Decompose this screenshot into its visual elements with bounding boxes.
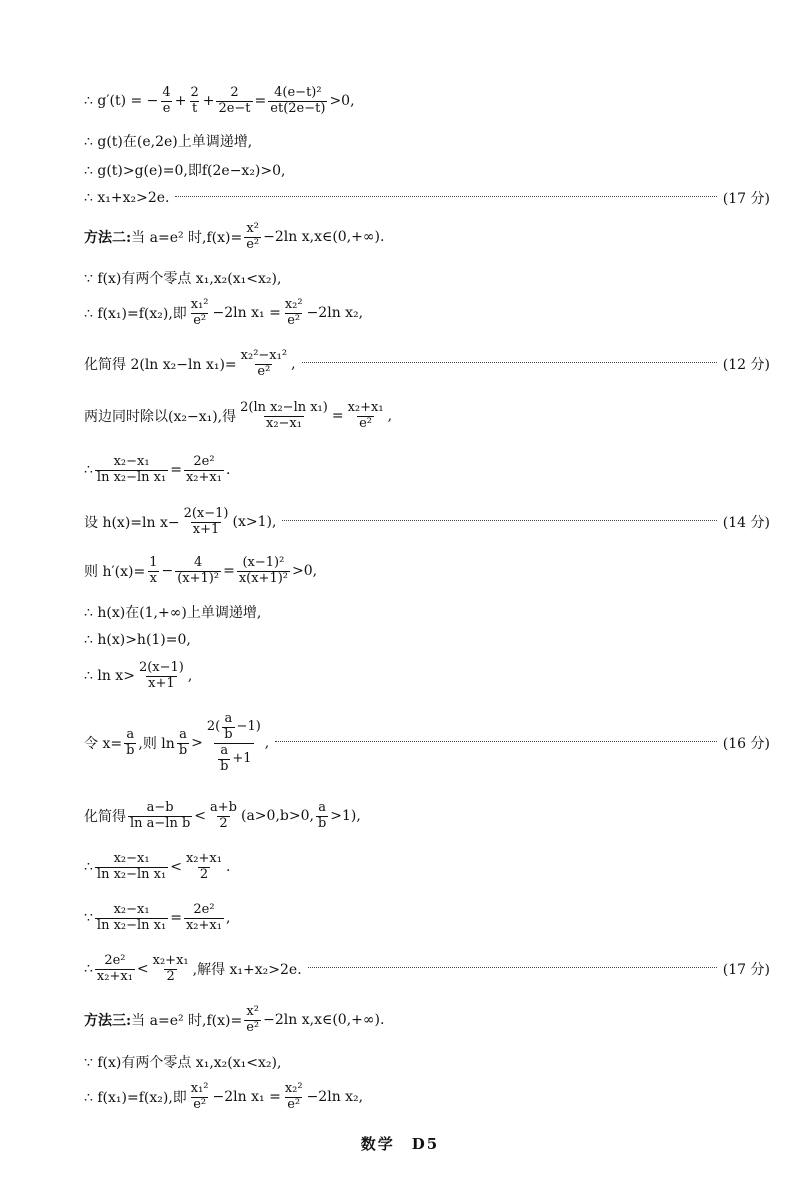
proof-line: 化简得 2(ln x₂−ln x₁)= $\frac{\text{x₂²−x₁²}}{\text{e²}}$ , (12 分) (84, 348, 770, 379)
proof-line: 令 x= $\frac{a}{b}$ ,则 ln $\frac{a}{b}$ > 2( $\frac{a}{b}$ −1) $\frac{a}{b}$ +1 , (16 分) (84, 711, 770, 774)
proof-line: ∴ $\frac{\text{x₂−x₁}}{\text{ln x₂−ln x₁}}$ < $\frac{\text{x₂+x₁}}{2}$ . (84, 851, 231, 882)
proof-line: ∴ $\frac{\text{2e²}}{\text{x₂+x₁}}$ < $\frac{\text{x₂+x₁}}{2}$ ,解得 x₁+x₂>2e. (17 分) (84, 953, 770, 984)
proof-line: ∴ h(x)>h(1)=0, (84, 632, 191, 648)
proof-line: ∴ h(x)在(1,+∞)上单调递增, (84, 605, 262, 621)
score-label: (14 分) (722, 515, 770, 532)
proof-line: ∵ f(x)有两个零点 x₁,x₂(x₁<x₂), (84, 1055, 282, 1071)
proof-line: 化简得 $\frac{a-b}{\text{ln a−ln b}}$ < $\frac{a+b}{2}$ (a>0,b>0, $\frac{a}{b}$ >1), (84, 800, 361, 831)
proof-line: ∴ x₁+x₂>2e. (17 分) (84, 190, 770, 207)
proof-line: ∴ g′(t) = − $\frac{4}{e}$ + $\frac{2}{t}$ + $\frac{2}{2e-t}$ = $\frac{\text{4(e−t)²}}{et(2e-t)}$ >0, (84, 85, 355, 116)
proof-line: 两边同时除以(x₂−x₁),得 $\frac{\text{2(ln x₂−ln x₁)}}{\text{x₂−x₁}}$ = $\frac{\text{x₂+x₁}}{\text{e²}}$ , (84, 400, 393, 431)
dot-leader (282, 520, 716, 521)
proof-line: ∴ g(t)在(e,2e)上单调递增, (84, 134, 253, 150)
method-label: 方法二: (84, 230, 132, 247)
dot-leader (275, 741, 717, 742)
proof-line: ∴ g(t)>g(e)=0,即f(2e−x₂)>0, (84, 163, 286, 179)
dot-leader (175, 196, 716, 197)
method-heading-line: 方法二: 当 a=e² 时,f(x)= $\frac{\text{x²}}{\text{e²}}$ −2ln x,x∈(0,+∞). (84, 221, 385, 252)
nested-fraction: 2( $\frac{a}{b}$ −1) $\frac{a}{b}$ +1 (206, 711, 261, 774)
proof-line: 则 h′(x)= $\frac{1}{x}$ − $\frac{4}{\text{(x+1)²}}$ = $\frac{\text{(x−1)²}}{\text{x(x+1)²}}$ >0, (84, 555, 318, 586)
proof-line: ∴ ln x> $\frac{2(x-1)}{x+1}$ , (84, 660, 193, 691)
proof-line: ∵ $\frac{\text{x₂−x₁}}{\text{ln x₂−ln x₁}}$ = $\frac{\text{2e²}}{\text{x₂+x₁}}$ , (84, 902, 231, 933)
proof-line: 设 h(x)=ln x− $\frac{2(x-1)}{x+1}$ (x>1), (14 分) (84, 506, 770, 537)
score-label: (17 分) (722, 962, 770, 979)
proof-line: ∴ f(x₁)=f(x₂),即 $\frac{\text{x₁²}}{\text{e²}}$ −2ln x₁ = $\frac{\text{x₂²}}{\text{e²}}$ −2ln x₂, (84, 297, 364, 328)
dot-leader (308, 967, 717, 968)
method-heading-line: 方法三: 当 a=e² 时,f(x)= $\frac{\text{x²}}{\text{e²}}$ −2ln x,x∈(0,+∞). (84, 1004, 385, 1035)
proof-line: ∴ f(x₁)=f(x₂),即 $\frac{\text{x₁²}}{\text{e²}}$ −2ln x₁ = $\frac{\text{x₂²}}{\text{e²}}$ −2ln x₂, (84, 1081, 364, 1112)
method-label: 方法三: (84, 1013, 132, 1030)
proof-line: ∴ $\frac{\text{x₂−x₁}}{\text{ln x₂−ln x₁}}$ = $\frac{\text{2e²}}{\text{x₂+x₁}}$ . (84, 454, 231, 485)
dot-leader (302, 362, 717, 363)
page-footer: 数学 D5 (360, 1135, 440, 1153)
score-label: (16 分) (722, 736, 770, 753)
proof-line: ∵ f(x)有两个零点 x₁,x₂(x₁<x₂), (84, 271, 282, 287)
score-label: (12 分) (722, 357, 770, 374)
score-label: (17 分) (722, 191, 770, 207)
